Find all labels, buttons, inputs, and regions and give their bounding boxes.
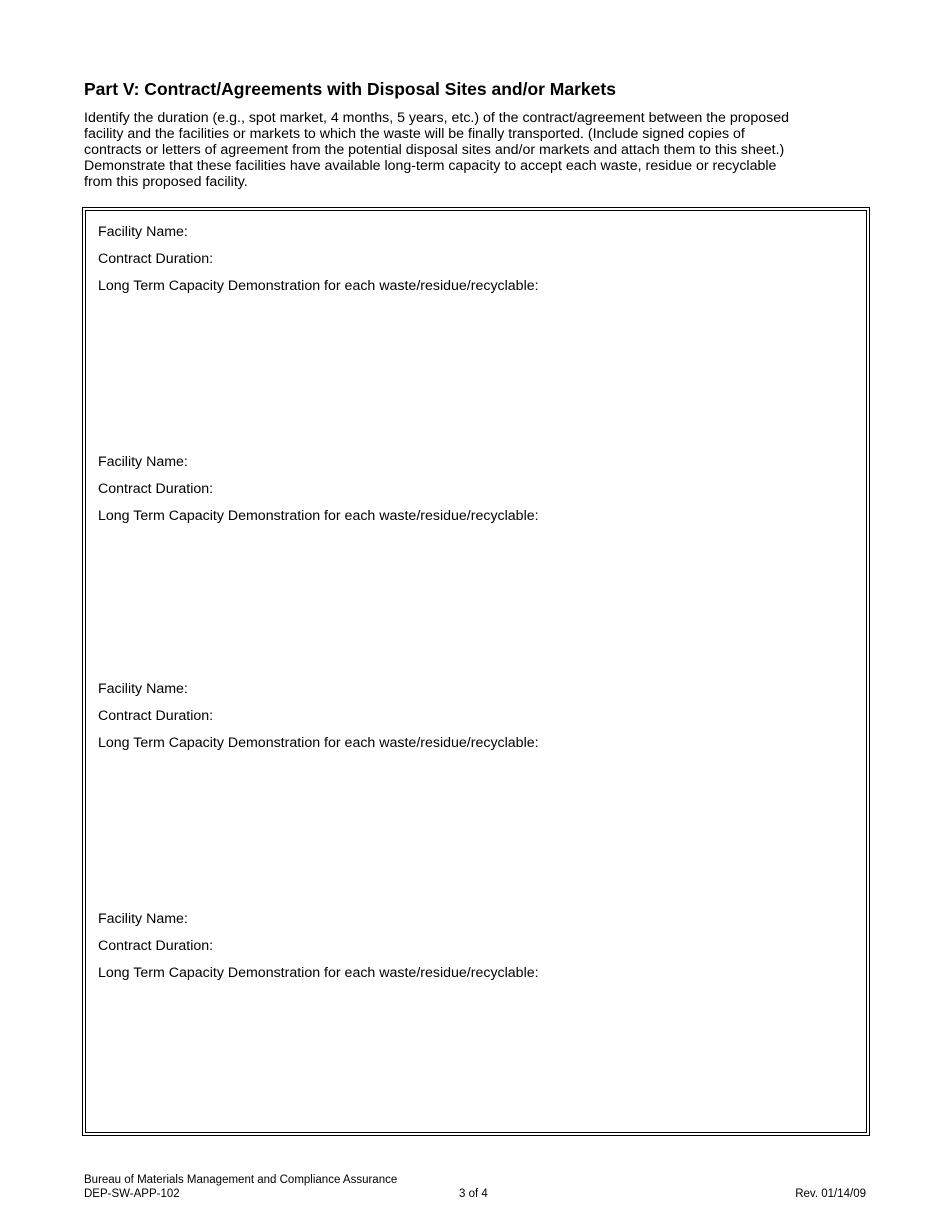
footer-bureau: Bureau of Materials Management and Compliance Assurance	[84, 1174, 398, 1186]
footer-form-id: DEP-SW-APP-102	[84, 1188, 180, 1200]
facility-name-label: Facility Name:	[98, 454, 188, 470]
contract-duration-label: Contract Duration:	[98, 481, 214, 497]
page-title: Part V: Contract/Agreements with Disposal Sites and/or Markets	[84, 79, 616, 99]
footer-revision: Rev. 01/14/09	[795, 1188, 866, 1200]
contract-duration-label: Contract Duration:	[98, 251, 214, 267]
facility-name-label: Facility Name:	[98, 681, 188, 697]
footer-page-number: 3 of 4	[459, 1188, 488, 1200]
capacity-demonstration-label: Long Term Capacity Demonstration for each waste/residue/recyclable:	[98, 508, 539, 524]
instructions-line: contracts or letters of agreement from the potential disposal sites and/or markets and attach them to this sheet.)	[84, 142, 785, 158]
instructions-paragraph	[84, 110, 874, 190]
facility-name-label: Facility Name:	[98, 224, 188, 240]
capacity-demonstration-label: Long Term Capacity Demonstration for each waste/residue/recyclable:	[98, 278, 539, 294]
instructions-line: from this proposed facility.	[84, 174, 248, 190]
disposal-site-form	[82, 207, 870, 1136]
capacity-demonstration-label: Long Term Capacity Demonstration for each waste/residue/recyclable:	[98, 735, 539, 751]
footer-left	[84, 1173, 397, 1201]
facility-name-label: Facility Name:	[98, 911, 188, 927]
contract-duration-label: Contract Duration:	[98, 708, 214, 724]
contract-duration-label: Contract Duration:	[98, 938, 214, 954]
instructions-line: Identify the duration (e.g., spot market, 4 months, 5 years, etc.) of the contract/agreement between the proposed	[84, 110, 790, 126]
capacity-demonstration-label: Long Term Capacity Demonstration for each waste/residue/recyclable:	[98, 965, 539, 981]
instructions-line: facility and the facilities or markets to which the waste will be finally transported. (Include signed copies of	[84, 126, 745, 142]
instructions-line: Demonstrate that these facilities have available long-term capacity to accept each waste, residue or recyclable	[84, 158, 777, 174]
